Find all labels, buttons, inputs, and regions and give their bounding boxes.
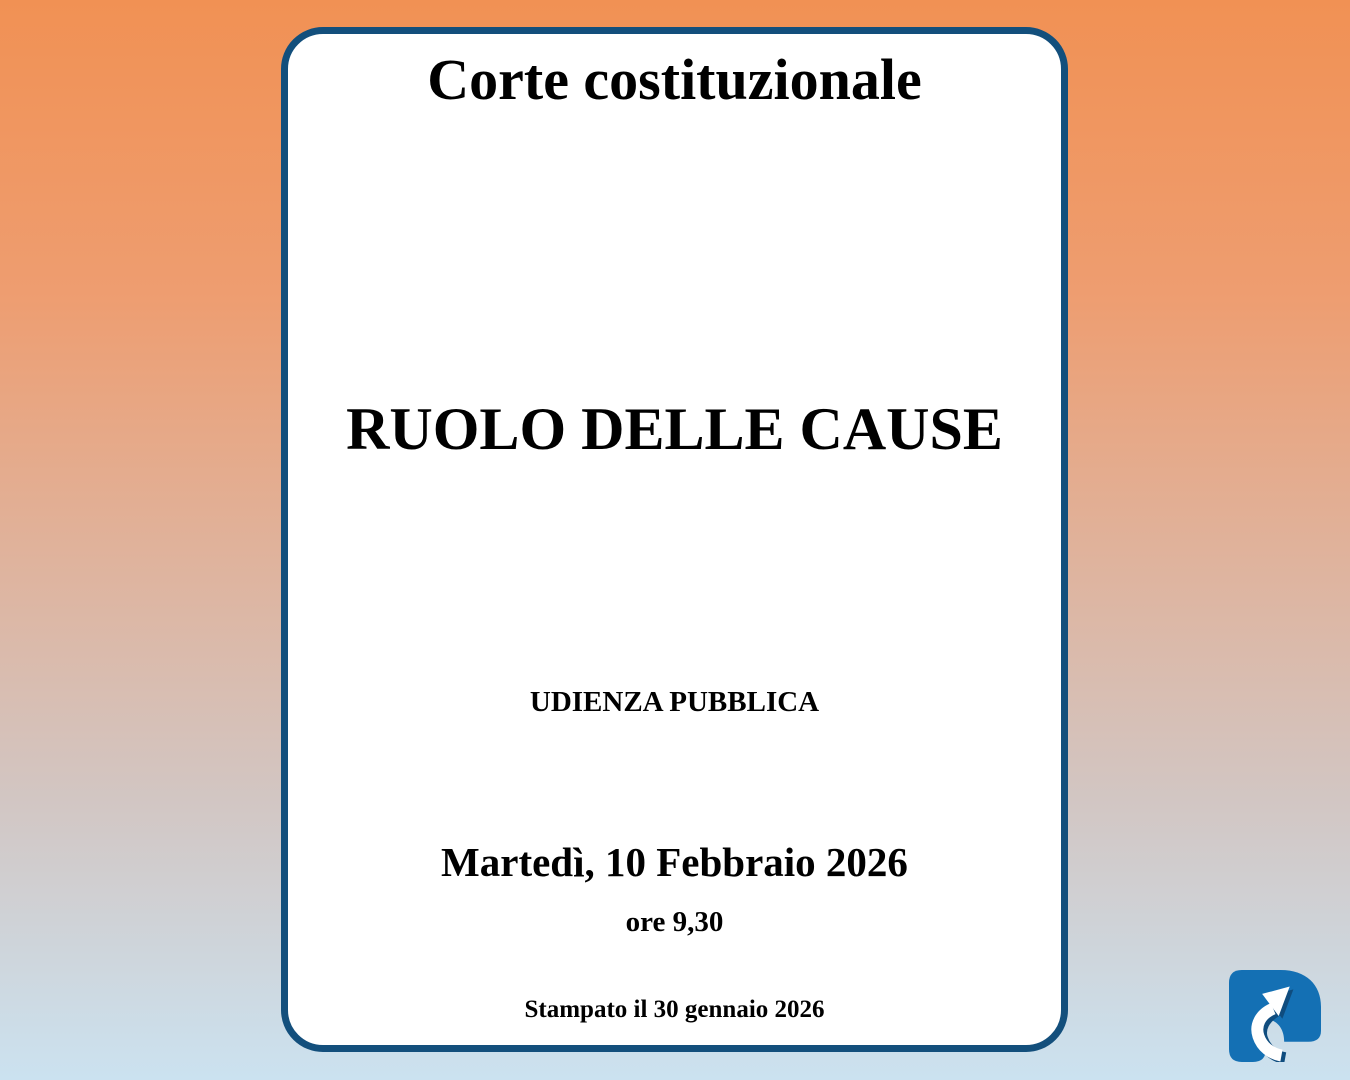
- document-card: [281, 27, 1068, 1052]
- r-arrow-logo-icon: [1229, 970, 1321, 1062]
- hearing-type: UDIENZA PUBBLICA: [529, 686, 820, 718]
- institution-title: Corte costituzionale: [427, 47, 922, 112]
- hearing-time: ore 9,30: [625, 906, 724, 938]
- hearing-date: Martedì, 10 Febbraio 2026: [441, 839, 908, 885]
- document-title: RUOLO DELLE CAUSE: [346, 396, 1003, 462]
- print-date-note: Stampato il 30 gennaio 2026: [524, 996, 825, 1023]
